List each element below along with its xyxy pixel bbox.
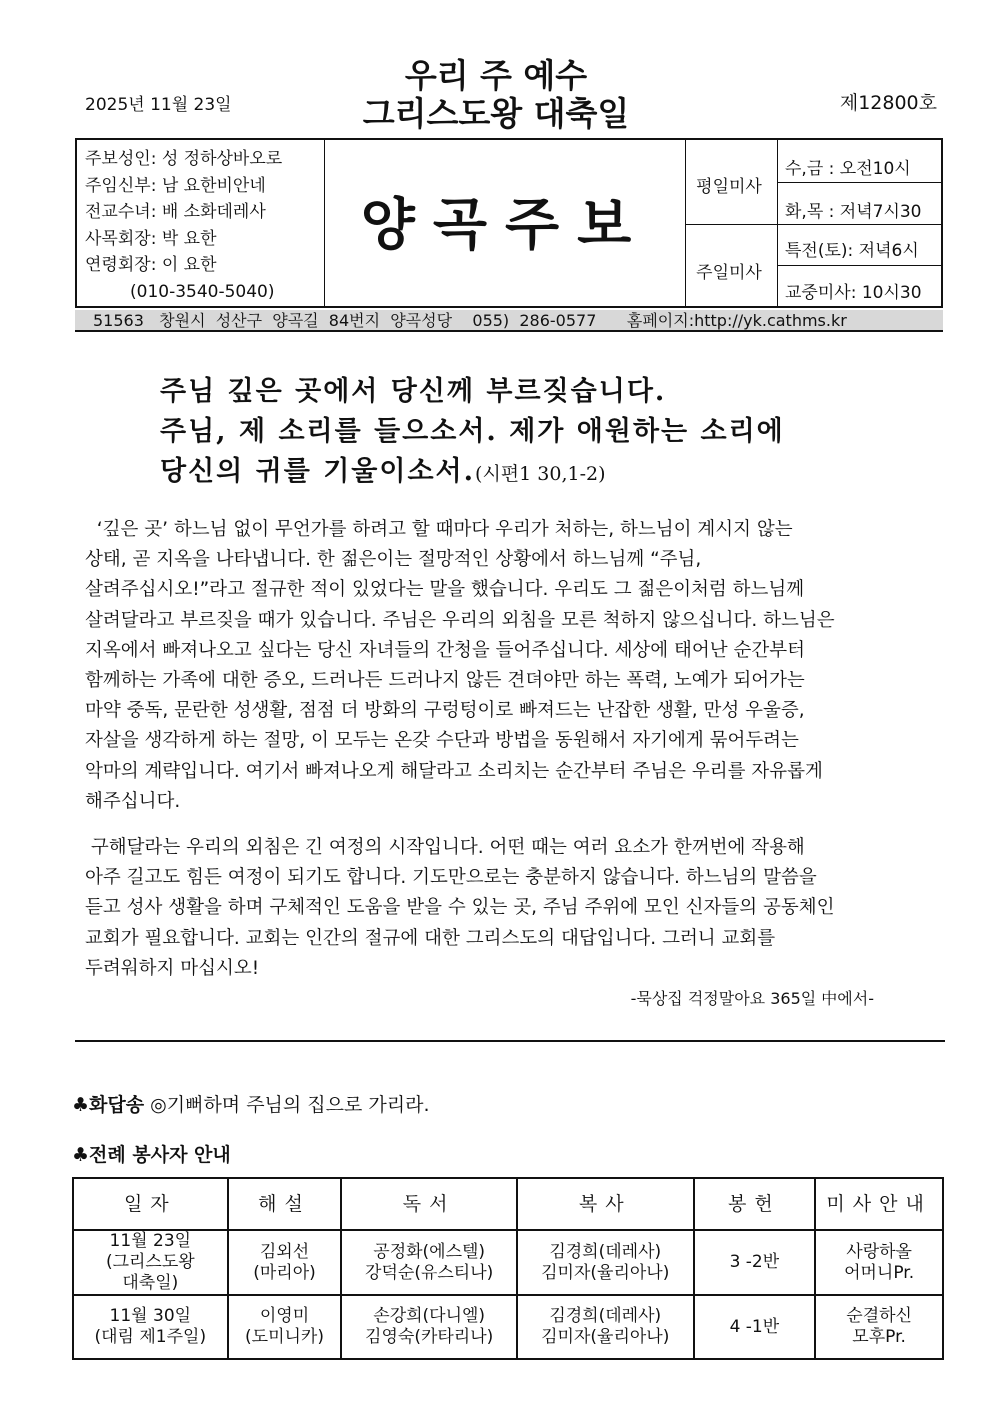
cell-commentary: 김외선 (마리아) xyxy=(228,1230,342,1295)
sunday-main-mass-time: 교중미사: 10시30 xyxy=(785,283,922,303)
cell-reading: 손강희(다니엘) 김영숙(카타리나) xyxy=(341,1295,517,1359)
table-row xyxy=(73,1295,943,1359)
staff-patron-saint: 주보성인: 성 정하상바오로 xyxy=(85,149,283,169)
cell-mass-info: 순결하신 모후Pr. xyxy=(815,1295,943,1359)
text-line: 두려워하지 마십시오! xyxy=(85,957,260,979)
sunday-vigil-mass-time: 특전(토): 저녁6시 xyxy=(785,241,919,261)
weekday-mass-time-1: 수,금 : 오전10시 xyxy=(785,159,911,179)
issue-number: 제12800호 xyxy=(839,92,937,114)
feast-title-line2: 그리스도왕 대축일 xyxy=(362,94,630,133)
cell-server: 김경희(데레사) 김미자(율리아나) xyxy=(517,1295,694,1359)
text-line: 구해달라는 우리의 외침은 긴 여정의 시작입니다. 어떤 때는 여러 요소가 한꺼번에 작용해 xyxy=(85,837,805,858)
text-line: 마약 중독, 문란한 성생활, 점점 더 방화의 구렁텅이로 빠져드는 난잡한 생활, 만성 우울증, xyxy=(85,700,805,722)
text-line: ‘깊은 곳’ 하느님 없이 무언가를 하려고 할 때마다 우리가 처하는, 하느님이 계시지 않는 xyxy=(85,519,793,540)
verse-reference: (시편1 30,1-2) xyxy=(475,463,606,485)
cell-server: 김경희(데레사) 김미자(율리아나) xyxy=(517,1230,694,1295)
cell-date: 11월 23일 (그리스도왕 대축일) xyxy=(73,1230,228,1295)
header-server: 복사 xyxy=(517,1178,694,1230)
cell-reading: 공정화(에스텔) 강덕순(유스티나) xyxy=(341,1230,517,1295)
text-line: 함께하는 가족에 대한 증오, 드러나든 드러나지 않든 견뎌야만 하는 폭력, 노예가 되어가는 xyxy=(85,670,805,692)
liturgy-servers-heading: ♣전례 봉사자 안내 xyxy=(72,1144,231,1166)
text-line: 듣고 성사 생활을 하며 구체적인 도움을 받을 수 있는 곳, 주님 주위에 모인 신자들의 공동체인 xyxy=(85,897,835,919)
cell-offering: 3 -2반 xyxy=(694,1230,816,1295)
source-citation: -묵상집 걱정말아요 365일 中에서- xyxy=(630,989,874,1008)
table-row xyxy=(73,1230,943,1295)
sunday-mass-label: 주일미사 xyxy=(696,263,762,283)
psalm-verse xyxy=(160,372,785,494)
header-commentary: 해설 xyxy=(228,1178,342,1230)
text-line: 자살을 생각하게 하는 절망, 이 모두는 온갖 수단과 방법을 동원해서 자기에게 묶어두려는 xyxy=(85,730,799,752)
text-line: 해주십니다. xyxy=(85,790,181,812)
text-line: 아주 길고도 힘든 여정이 되기도 합니다. 기도만으로는 충분하지 않습니다. 하느님의 말씀을 xyxy=(85,867,817,889)
weekday-mass-time-2: 화,목 : 저녁7시30 xyxy=(785,202,922,222)
responsorial-label: ♣화답송 xyxy=(72,1094,145,1116)
text-line: 교회가 필요합니다. 교회는 인간의 절규에 대한 그리스도의 대답입니다. 그러니 교회를 xyxy=(85,927,776,949)
text-line: 상태, 곧 지옥을 나타냅니다. 한 젊은이는 절망적인 상황에서 하느님께 “주님, xyxy=(85,549,702,571)
responsorial-text: ◎기뻐하며 주님의 집으로 가리라. xyxy=(150,1094,430,1116)
staff-phone: (010-3540-5040) xyxy=(130,281,275,302)
text-line: 살려달라고 부르짖을 때가 있습니다. 주님은 우리의 외침을 모른 척하지 않으십니다. 하느님은 xyxy=(85,609,835,631)
cell-date: 11월 30일 (대림 제1주일) xyxy=(73,1295,228,1359)
header-date: 일자 xyxy=(73,1178,228,1230)
masthead-title: 양곡주보 xyxy=(360,192,650,258)
cell-mass-info: 사랑하올 어머니Pr. xyxy=(815,1230,943,1295)
reflection-paragraph-1 xyxy=(85,515,945,817)
verse-line-2: 주님, 제 소리를 들으소서. 제가 애원하는 소리에 xyxy=(160,416,785,447)
header-offering: 봉헌 xyxy=(694,1178,816,1230)
reflection-paragraph-2 xyxy=(85,833,945,984)
verse-line-3: 당신의 귀를 기울이소서. xyxy=(160,456,476,487)
text-line: 살려주십시오!”라고 절규한 적이 있었다는 말을 했습니다. 우리도 그 젊은이처럼 하느님께 xyxy=(85,579,805,601)
feast-title-line1: 우리 주 예수 xyxy=(404,56,588,95)
bulletin-date: 2025년 11월 23일 xyxy=(85,95,232,115)
header-mass-info: 미사안내 xyxy=(815,1178,943,1230)
weekday-mass-label: 평일미사 xyxy=(696,177,762,197)
section-divider xyxy=(75,1040,945,1042)
staff-pastor: 주임신부: 남 요한비안네 xyxy=(85,175,266,196)
staff-funeral-association: 연령회장: 이 요한 xyxy=(85,255,217,275)
text-line: 지옥에서 빠져나오고 싶다는 당신 자녀들의 간청을 들어주십니다. 세상에 태어난 순간부터 xyxy=(85,639,806,661)
responsorial-psalm xyxy=(72,1090,430,1117)
liturgy-schedule-table xyxy=(72,1177,944,1360)
address-bar: 51563 창원시 성산구 양곡길 84번지 양곡성당 055) 286-0577 홈페이지:http://yk.cathms.kr xyxy=(75,310,943,332)
cell-offering: 4 -1반 xyxy=(694,1295,816,1359)
text-line: 악마의 계략입니다. 여기서 빠져나오게 해달라고 소리치는 순간부터 주님은 우리를 자유롭게 xyxy=(85,760,823,782)
staff-list xyxy=(85,146,282,305)
verse-line-1: 주님 깊은 곳에서 당신께 부르짖습니다. xyxy=(160,376,667,407)
table-header-row xyxy=(73,1178,943,1230)
cell-commentary: 이영미 (도미니카) xyxy=(228,1295,342,1359)
staff-sister: 전교수녀: 배 소화데레사 xyxy=(85,202,266,222)
header-reading: 독서 xyxy=(341,1178,517,1230)
staff-council-president: 사목회장: 박 요한 xyxy=(85,228,217,249)
